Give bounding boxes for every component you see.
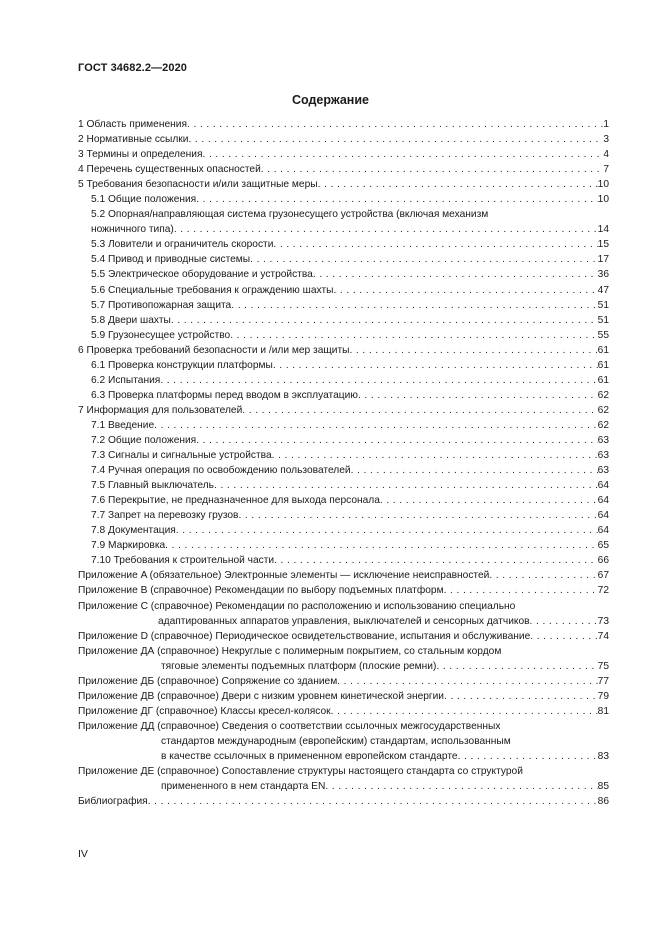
toc-dot-leader: [188, 132, 603, 147]
toc-entry[interactable]: [0, 568, 661, 583]
toc-entry-page: 73: [597, 615, 609, 627]
toc-entry-page: 74: [597, 630, 609, 642]
toc-entry-page: 63: [597, 450, 609, 462]
toc-dot-leader: [171, 313, 598, 328]
toc-entry-page: 62: [597, 419, 609, 431]
toc-entry[interactable]: [0, 343, 661, 358]
toc-entry-title: 5.9 Грузонесущее устройство: [91, 329, 231, 341]
toc-entry[interactable]: [0, 298, 661, 313]
toc-entry-page: 79: [597, 690, 609, 702]
toc-entry-title: 4 Перечень существенных опасностей: [78, 164, 261, 176]
toc-entry-title: 5.6 Специальные требования к ограждению шахты: [91, 284, 334, 296]
toc-dot-leader: [325, 779, 597, 794]
toc-entry-title: 5.2 Опорная/направляющая система грузонесущего устройства (включая механизм: [91, 209, 489, 221]
toc-dot-leader: [530, 629, 597, 644]
toc-entry-page: 47: [597, 284, 609, 296]
toc-entry-page: 61: [597, 374, 609, 386]
toc-entry-title: 7.4 Ручная операция по освобождению пользователей: [91, 465, 351, 477]
toc-entry-title: Приложение ДА (справочное) Некруглые с полимерным покрытием, со стальным кордом: [78, 645, 502, 657]
toc-entry-title: Приложение ДГ (справочное) Классы кресел-колясок: [78, 705, 331, 717]
toc-entry[interactable]: [0, 283, 661, 298]
toc-entry-title: Приложение ДВ (справочное) Двери с низким уровнем кинетической энергии: [78, 690, 444, 702]
toc-entry-page: 63: [597, 465, 609, 477]
toc-entry-page: 51: [597, 299, 609, 311]
toc-entry[interactable]: [0, 418, 661, 433]
toc-dot-leader: [444, 583, 598, 598]
page-title: Содержание: [291, 93, 369, 107]
toc-dot-leader: [202, 147, 603, 162]
toc-dot-leader: [250, 252, 598, 267]
toc-entry-page: 81: [597, 705, 609, 717]
toc-entry[interactable]: [0, 463, 661, 478]
toc-entry-title: 5 Требования безопасности и/или защитные меры: [78, 179, 318, 191]
toc-entry-page: 10: [597, 179, 609, 191]
toc-entry-title: Приложение C (справочное) Рекомендации по расположению и использованию специально: [78, 600, 516, 612]
toc-entry-page: 72: [597, 585, 609, 597]
toc-entry[interactable]: [0, 358, 661, 373]
toc-dot-leader: [273, 358, 598, 373]
toc-entry-page: 63: [597, 434, 609, 446]
toc-entry-page: 10: [597, 194, 609, 206]
toc-entry-page: 4: [603, 149, 609, 161]
toc-entry-title: Приложение ДЕ (справочное) Сопоставление структуры настоящего стандарта со структурой: [78, 766, 523, 778]
toc-dot-leader: [196, 433, 597, 448]
toc-entry-title: 6.3 Проверка платформы перед вводом в эксплуатацию: [91, 389, 358, 401]
toc-dot-leader: [231, 298, 597, 313]
toc-dot-leader: [273, 237, 597, 252]
toc-entry[interactable]: [0, 629, 661, 644]
toc-entry-title: 7.9 Маркировка: [91, 540, 166, 552]
page-number: IV: [78, 848, 88, 860]
toc-entry-title: 7.8 Документация: [91, 525, 176, 537]
toc-entry-title: примененного в нем стандарта EN: [161, 781, 326, 793]
toc-dot-leader: [489, 568, 597, 583]
toc-entry[interactable]: [0, 614, 661, 629]
toc-entry-title: 5.4 Привод и приводные системы: [91, 254, 251, 266]
toc-entry-title: 7.2 Общие положения: [91, 434, 197, 446]
toc-entry-page: 7: [603, 164, 609, 176]
toc-entry-title: 1 Область применения: [78, 119, 187, 130]
toc-entry-page: 64: [597, 525, 609, 537]
toc-dot-leader: [351, 463, 598, 478]
toc-entry[interactable]: [0, 433, 661, 448]
toc-entry[interactable]: [0, 117, 661, 132]
toc-entry-page: 67: [597, 570, 609, 582]
toc-entry-title: 6.1 Проверка конструкции платформы: [91, 359, 273, 371]
toc-entry-page: 83: [597, 750, 609, 762]
toc-dot-leader: [349, 343, 597, 358]
toc-entry-title: 5.3 Ловители и ограничитель скорости: [91, 239, 274, 251]
toc-entry[interactable]: [0, 583, 661, 598]
toc-dot-leader: [174, 222, 598, 237]
toc-entry[interactable]: [0, 252, 661, 267]
toc-entry-title: 5.7 Противопожарная защита: [91, 299, 232, 311]
toc-dot-leader: [436, 659, 597, 674]
toc-entry-page: 62: [597, 389, 609, 401]
toc-entry[interactable]: [0, 267, 661, 282]
toc-dot-leader: [530, 614, 598, 629]
toc-dot-leader: [238, 508, 597, 523]
toc-entry[interactable]: [0, 177, 661, 192]
toc-entry-page: 61: [597, 359, 609, 371]
toc-entry[interactable]: [0, 132, 661, 147]
toc-entry[interactable]: [0, 162, 661, 177]
table-of-contents: [0, 117, 661, 809]
toc-entry[interactable]: [0, 794, 661, 809]
toc-dot-leader: [165, 538, 597, 553]
toc-entry-title: 5.8 Двери шахты: [91, 314, 171, 326]
toc-entry-title: Приложение B (справочное) Рекомендации по выбору подъемных платформ: [78, 585, 444, 597]
toc-entry-page: 65: [597, 540, 609, 552]
toc-entry[interactable]: [0, 207, 661, 222]
toc-entry-title: тяговые элементы подъемных платформ (плоские ремни): [161, 660, 437, 672]
toc-dot-leader: [358, 388, 598, 403]
toc-entry-page: 55: [597, 329, 609, 341]
toc-entry-title: Приложение D (справочное) Периодическое освидетельствование, испытания и обслуживание: [78, 630, 531, 642]
toc-entry[interactable]: [0, 222, 661, 237]
toc-entry-title: адаптированных аппаратов управления, выключателей и сенсорных датчиков: [158, 615, 530, 627]
toc-entry-title: Библиография: [78, 796, 148, 808]
toc-entry[interactable]: [0, 674, 661, 689]
toc-entry-title: 7.3 Сигналы и сигнальные устройства: [91, 450, 272, 462]
toc-entry[interactable]: [0, 779, 661, 794]
toc-entry-page: 61: [597, 344, 609, 356]
toc-dot-leader: [148, 794, 598, 809]
toc-dot-leader: [196, 192, 597, 207]
toc-entry[interactable]: [0, 704, 661, 719]
toc-entry-title: стандартов международным (европейским) стандартам, использованным: [161, 735, 511, 747]
toc-dot-leader: [313, 267, 598, 282]
toc-entry-page: 66: [597, 555, 609, 567]
toc-entry-page: 17: [597, 254, 609, 266]
toc-entry-page: 85: [597, 781, 609, 793]
toc-dot-leader: [444, 689, 598, 704]
toc-entry-page: 77: [597, 675, 609, 687]
toc-dot-leader: [333, 283, 597, 298]
toc-entry-title: 6.2 Испытания: [91, 374, 161, 386]
toc-entry[interactable]: [0, 764, 661, 779]
toc-dot-leader: [261, 162, 604, 177]
toc-entry-title: ножничного типа): [91, 224, 174, 236]
toc-entry-page: 51: [597, 314, 609, 326]
toc-entry[interactable]: [0, 192, 661, 207]
toc-dot-leader: [214, 478, 598, 493]
toc-entry-title: 7.10 Требования к строительной части: [91, 555, 275, 567]
toc-entry-title: 7.6 Перекрытие, не предназначенное для выхода персонала: [91, 495, 380, 507]
toc-entry-title: Приложение A (обязательное) Электронные элементы — исключение неисправностей: [78, 570, 490, 582]
toc-entry-title: 7.1 Введение: [91, 419, 155, 431]
toc-entry-title: 6 Проверка требований безопасности и /или мер защиты: [78, 344, 350, 356]
toc-entry-page: 15: [597, 239, 609, 251]
toc-entry[interactable]: [0, 403, 661, 418]
toc-dot-leader: [160, 373, 597, 388]
toc-entry[interactable]: [0, 388, 661, 403]
toc-entry[interactable]: [0, 493, 661, 508]
toc-entry-title: 5.1 Общие положения: [91, 194, 197, 206]
toc-entry[interactable]: [0, 237, 661, 252]
toc-dot-leader: [337, 674, 597, 689]
toc-entry[interactable]: [0, 328, 661, 343]
toc-entry-title: 3 Термины и определения: [78, 149, 203, 161]
toc-dot-leader: [154, 418, 598, 433]
document-code: ГОСТ 34682.2—2020: [78, 62, 188, 74]
toc-entry-page: 64: [597, 495, 609, 507]
toc-entry[interactable]: [0, 659, 661, 674]
toc-dot-leader: [242, 403, 597, 418]
toc-dot-leader: [176, 523, 598, 538]
toc-dot-leader: [272, 448, 598, 463]
toc-entry[interactable]: [0, 373, 661, 388]
toc-entry-page: 64: [597, 480, 609, 492]
toc-entry-page: 86: [597, 796, 609, 808]
toc-dot-leader: [187, 117, 603, 132]
toc-dot-leader: [458, 749, 598, 764]
toc-entry-page: 62: [597, 404, 609, 416]
toc-entry[interactable]: [0, 719, 661, 734]
toc-entry[interactable]: [0, 448, 661, 463]
toc-entry[interactable]: [0, 553, 661, 568]
toc-dot-leader: [380, 493, 598, 508]
toc-entry-title: в качестве ссылочных в примененном европейском стандарте: [161, 750, 458, 762]
toc-entry-page: 75: [597, 660, 609, 672]
toc-entry-title: 7.7 Запрет на перевозку грузов: [91, 510, 239, 522]
toc-dot-leader: [230, 328, 597, 343]
toc-entry-page: 3: [603, 134, 609, 146]
toc-entry-page: 64: [597, 510, 609, 522]
toc-entry[interactable]: [0, 734, 661, 749]
toc-entry-title: Приложение ДД (справочное) Сведения о соответствии ссылочных межгосударственных: [78, 720, 501, 732]
toc-entry[interactable]: [0, 508, 661, 523]
toc-entry[interactable]: [0, 749, 661, 764]
toc-entry[interactable]: [0, 538, 661, 553]
toc-entry[interactable]: [0, 313, 661, 328]
toc-entry[interactable]: [0, 147, 661, 162]
toc-entry-title: 7 Информация для пользователей: [78, 404, 243, 416]
toc-dot-leader: [318, 177, 598, 192]
toc-entry-title: Приложение ДБ (справочное) Сопряжение со зданием: [78, 675, 338, 687]
toc-entry-page: 1: [603, 119, 609, 130]
toc-entry-title: 7.5 Главный выключатель: [91, 480, 214, 492]
toc-dot-leader: [274, 553, 598, 568]
toc-entry[interactable]: [0, 599, 661, 614]
toc-entry[interactable]: [0, 478, 661, 493]
toc-entry[interactable]: [0, 689, 661, 704]
toc-dot-leader: [331, 704, 598, 719]
toc-entry-page: 14: [597, 224, 609, 236]
toc-entry[interactable]: [0, 644, 661, 659]
toc-entry-title: 2 Нормативные ссылки: [78, 134, 189, 146]
toc-entry-page: 36: [597, 269, 609, 281]
toc-entry-title: 5.5 Электрическое оборудование и устройства: [91, 269, 313, 281]
toc-entry[interactable]: [0, 523, 661, 538]
